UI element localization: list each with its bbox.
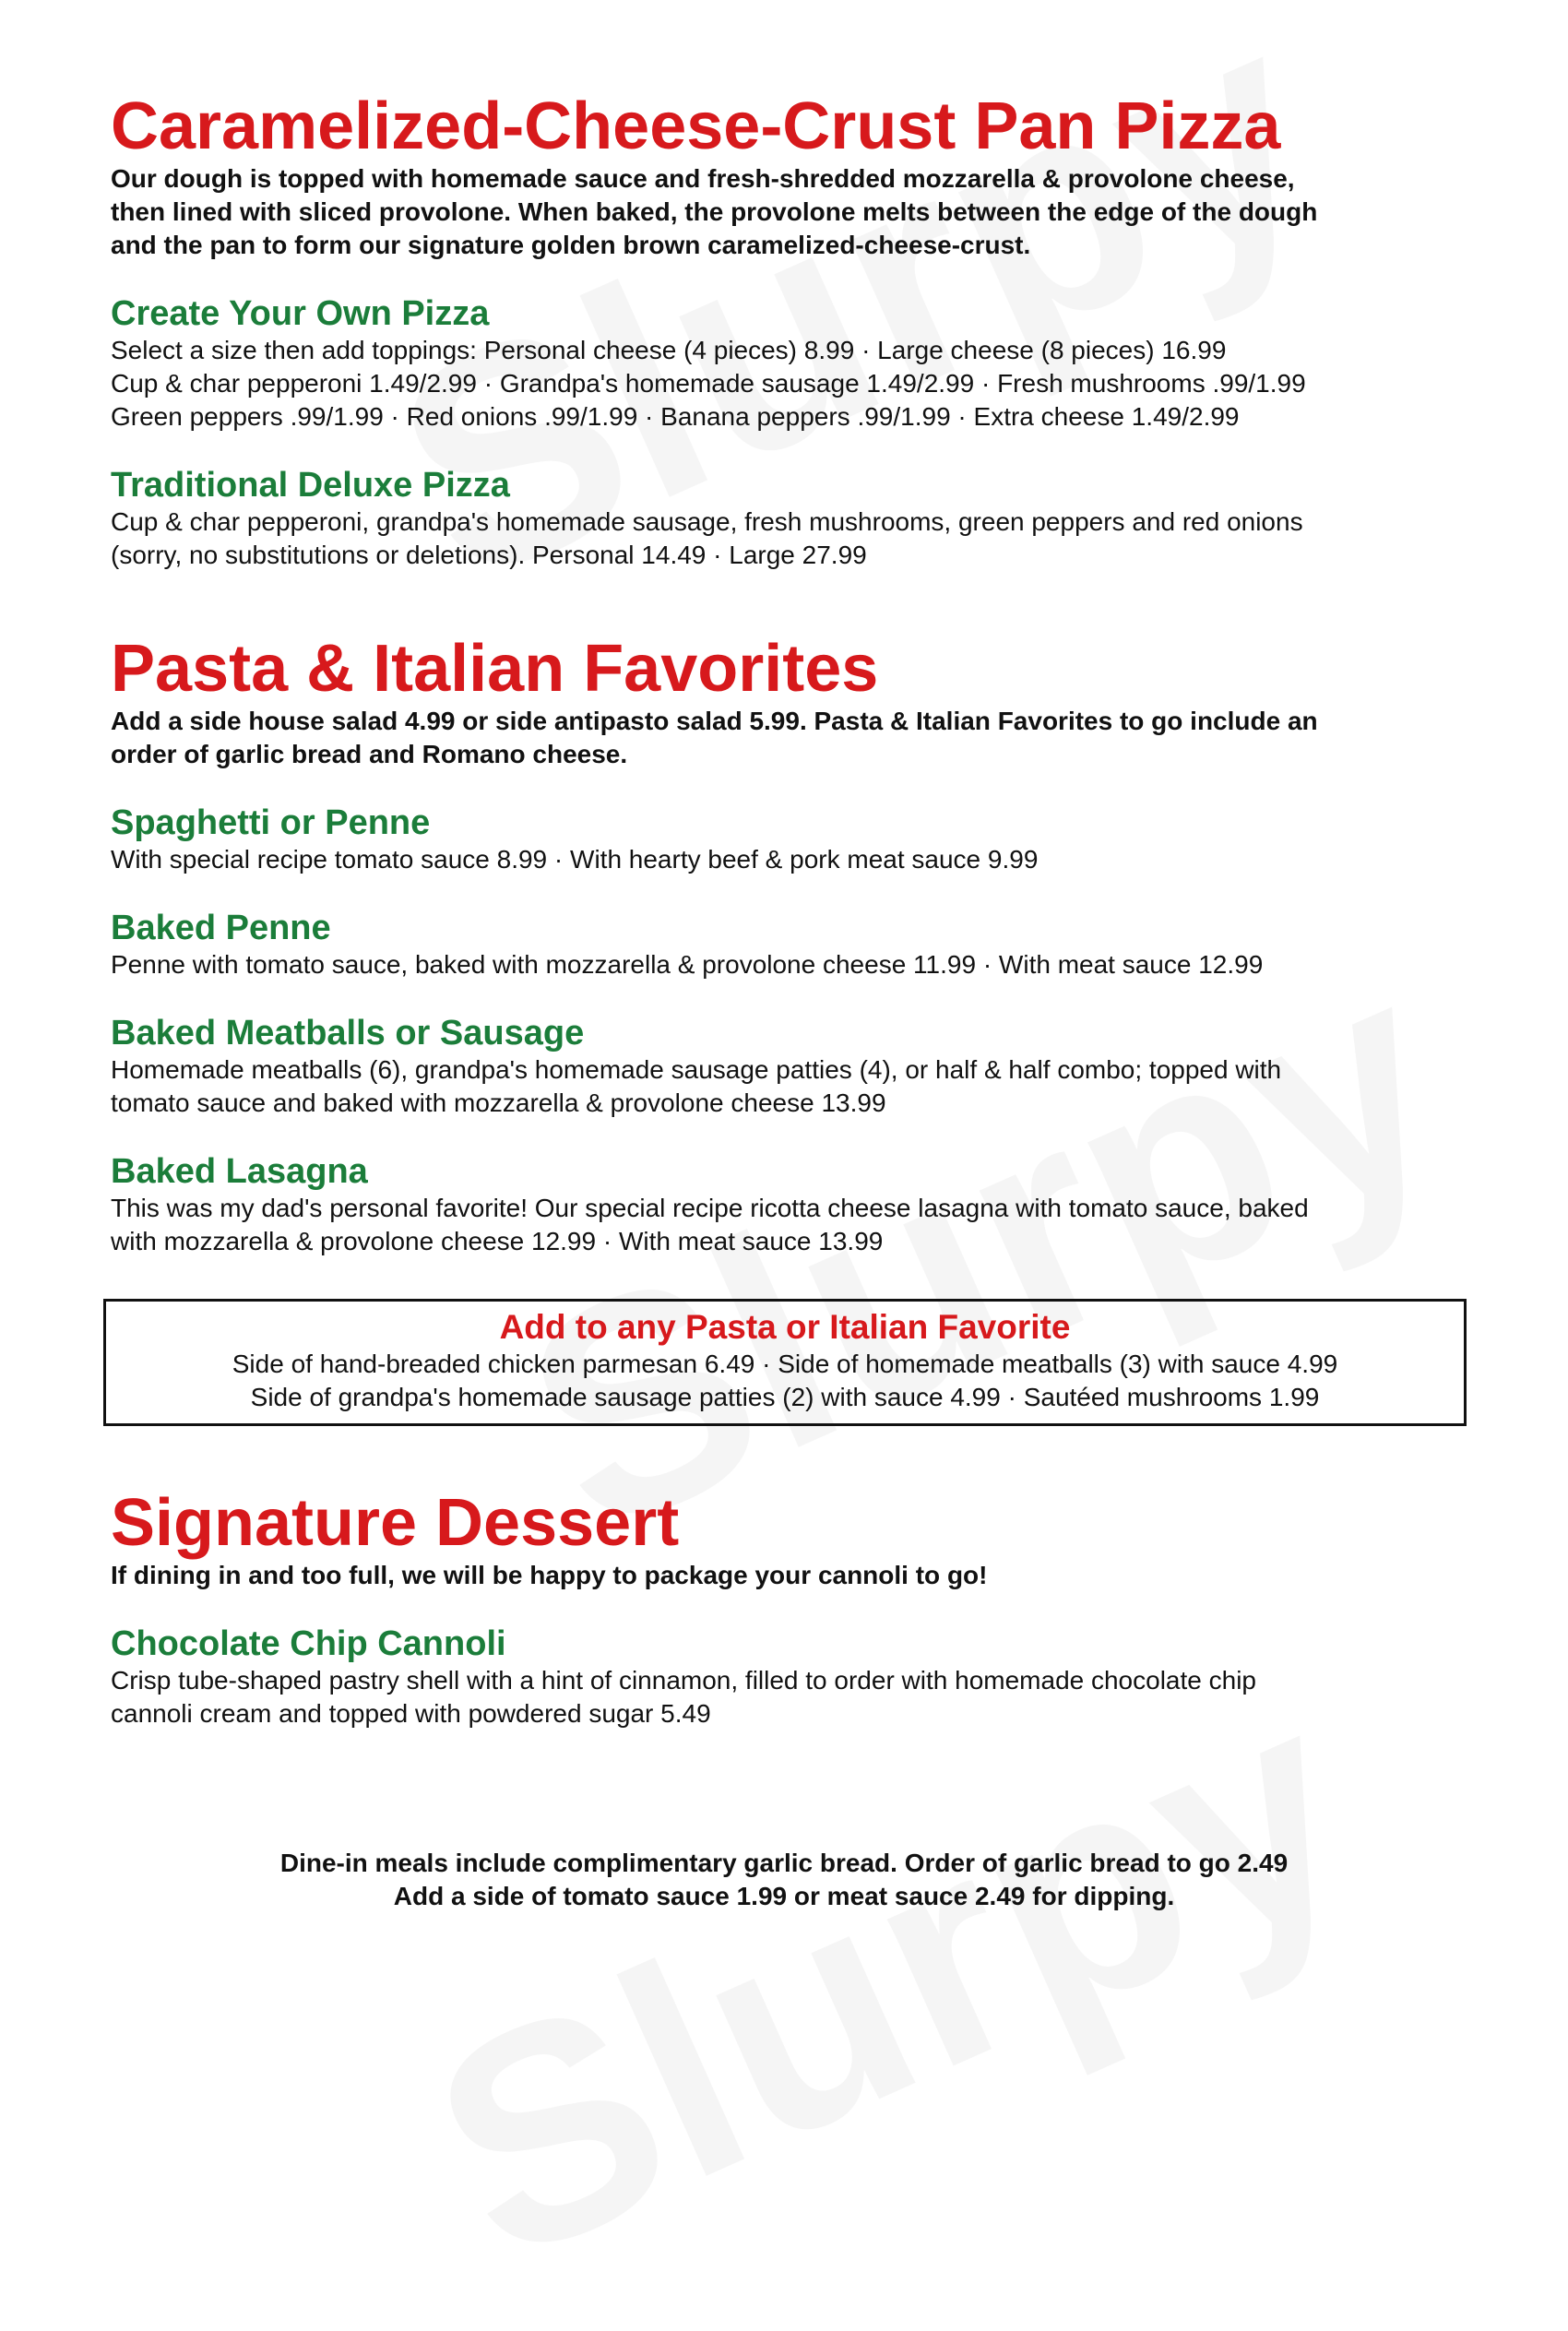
addons-description bbox=[106, 1348, 1464, 1414]
item-line: Cup & char pepperoni, grandpa's homemade sausage, fresh mushrooms, green peppers and red onions bbox=[111, 507, 1303, 536]
item-line: Penne with tomato sauce, baked with mozzarella & provolone cheese 11.99 · With meat sauce 12.99 bbox=[111, 950, 1264, 979]
section-spacer bbox=[111, 572, 1457, 633]
item-line: Cup & char pepperoni 1.49/2.99 · Grandpa's homemade sausage 1.49/2.99 · Fresh mushrooms .99/1.99 bbox=[111, 369, 1306, 398]
item-description bbox=[111, 1664, 1457, 1730]
item-description bbox=[111, 334, 1457, 434]
dessert-section bbox=[111, 1487, 1457, 1730]
addons-title: Add to any Pasta or Italian Favorite bbox=[499, 1308, 1071, 1346]
item-title: Spaghetti or Penne bbox=[111, 803, 431, 842]
section-intro-dessert bbox=[111, 1559, 1457, 1592]
item-line: cannoli cream and topped with powdered sugar 5.49 bbox=[111, 1699, 711, 1728]
menu-item-baked-lasagna bbox=[111, 1151, 1457, 1258]
section-spacer bbox=[111, 1426, 1457, 1487]
intro-line: order of garlic bread and Romano cheese. bbox=[111, 740, 628, 768]
item-title: Traditional Deluxe Pizza bbox=[111, 466, 510, 505]
item-line: With special recipe tomato sauce 8.99 · With hearty beef & pork meat sauce 9.99 bbox=[111, 845, 1039, 874]
item-line: Select a size then add toppings: Personal cheese (4 pieces) 8.99 · Large cheese (8 pieces) 16.99 bbox=[111, 336, 1227, 364]
section-intro-pasta bbox=[111, 705, 1457, 771]
menu-item-traditional-deluxe-pizza bbox=[111, 465, 1457, 572]
pizza-section bbox=[111, 90, 1457, 572]
section-intro-pizza bbox=[111, 162, 1457, 262]
menu-item-spaghetti-or-penne bbox=[111, 803, 1457, 876]
intro-line: and the pan to form our signature golden brown caramelized-cheese-crust. bbox=[111, 231, 1031, 259]
menu-item-baked-meatballs-or-sausage bbox=[111, 1013, 1457, 1120]
item-title: Baked Meatballs or Sausage bbox=[111, 1014, 585, 1053]
menu-item-baked-penne bbox=[111, 908, 1457, 981]
item-description bbox=[111, 505, 1457, 572]
intro-line: Our dough is topped with homemade sauce and fresh-shredded mozzarella & provolone cheese, bbox=[111, 164, 1295, 193]
addons-box bbox=[103, 1299, 1467, 1426]
item-description bbox=[111, 948, 1457, 981]
item-line: with mozzarella & provolone cheese 12.99 · With meat sauce 13.99 bbox=[111, 1227, 884, 1255]
section-title-pizza: Caramelized-Cheese-Crust Pan Pizza bbox=[111, 89, 1281, 163]
intro-line: If dining in and too full, we will be happy to package your cannoli to go! bbox=[111, 1561, 988, 1589]
addons-line: Side of hand-breaded chicken parmesan 6.49 · Side of homemade meatballs (3) with sauce 4.99 bbox=[232, 1350, 1338, 1378]
item-title: Baked Lasagna bbox=[111, 1152, 368, 1191]
footer-line: Dine-in meals include complimentary garlic bread. Order of garlic bread to go 2.49 bbox=[279, 1849, 1289, 1877]
item-line: This was my dad's personal favorite! Our special recipe ricotta cheese lasagna with tomato sauce, baked bbox=[111, 1194, 1309, 1222]
item-title: Create Your Own Pizza bbox=[111, 294, 490, 333]
item-line: tomato sauce and baked with mozzarella & provolone cheese 13.99 bbox=[111, 1088, 886, 1117]
menu-item-create-your-own-pizza bbox=[111, 293, 1457, 434]
intro-line: then lined with sliced provolone. When baked, the provolone melts between the edge of the dough bbox=[111, 197, 1318, 226]
item-line: (sorry, no substitutions or deletions). Personal 14.49 · Large 27.99 bbox=[111, 541, 867, 569]
item-title: Chocolate Chip Cannoli bbox=[111, 1624, 506, 1663]
item-line: Homemade meatballs (6), grandpa's homemade sausage patties (4), or half & half combo; topped with bbox=[111, 1055, 1282, 1084]
menu-page bbox=[111, 90, 1457, 1730]
item-description bbox=[111, 1053, 1457, 1120]
item-description bbox=[111, 843, 1457, 876]
footer-line: Add a side of tomato sauce 1.99 or meat sauce 2.49 for dipping. bbox=[393, 1882, 1175, 1910]
menu-item-chocolate-chip-cannoli bbox=[111, 1623, 1457, 1730]
footer-note bbox=[111, 1847, 1457, 1913]
intro-line: Add a side house salad 4.99 or side antipasto salad 5.99. Pasta & Italian Favorites to go include an bbox=[111, 707, 1318, 735]
section-title-dessert: Signature Dessert bbox=[111, 1486, 680, 1560]
item-line: Crisp tube-shaped pastry shell with a hint of cinnamon, filled to order with homemade chocolate chip bbox=[111, 1666, 1256, 1695]
item-line: Green peppers .99/1.99 · Red onions .99/1.99 · Banana peppers .99/1.99 · Extra cheese 1.49/2.99 bbox=[111, 402, 1240, 431]
addons-line: Side of grandpa's homemade sausage patties (2) with sauce 4.99 · Sautéed mushrooms 1.99 bbox=[250, 1383, 1320, 1411]
item-title: Baked Penne bbox=[111, 909, 331, 947]
section-title-pasta: Pasta & Italian Favorites bbox=[111, 632, 879, 706]
item-description bbox=[111, 1192, 1457, 1258]
watermark-logo bbox=[387, 1625, 1396, 2331]
pasta-section bbox=[111, 633, 1457, 1426]
